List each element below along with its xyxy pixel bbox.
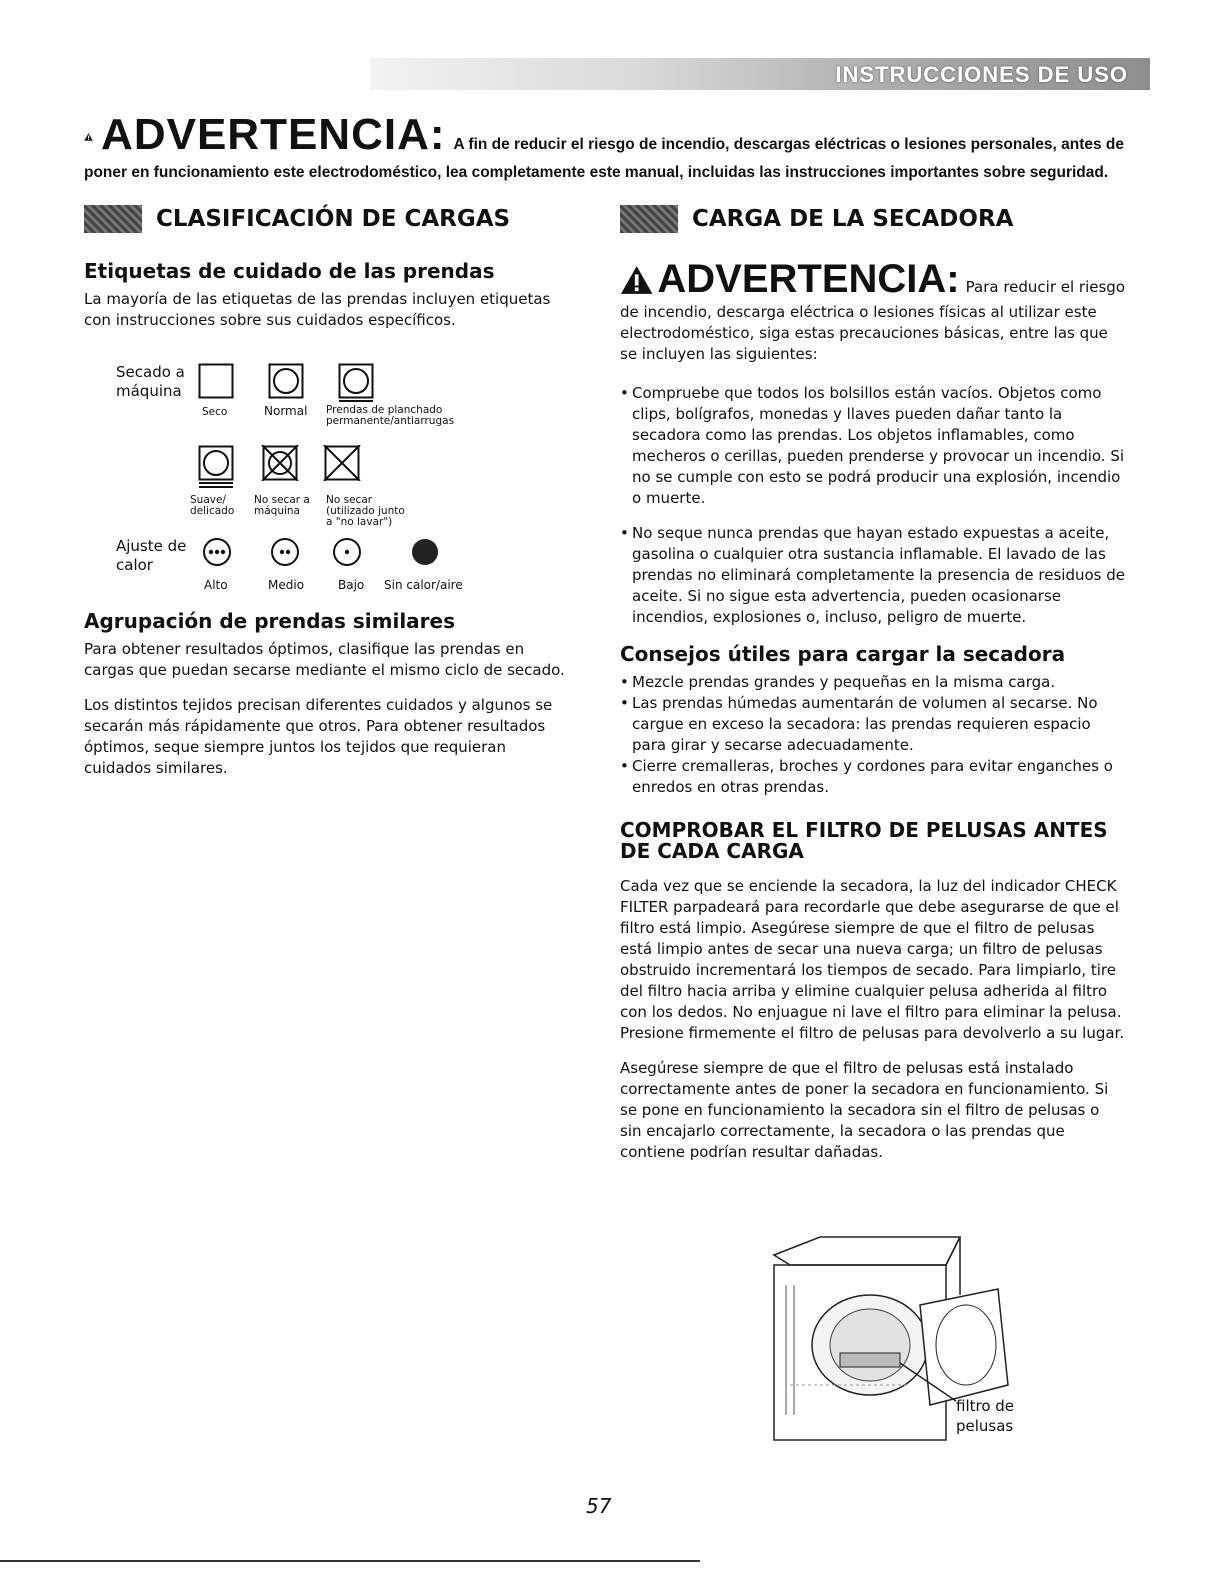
- section-title: CLASIFICACIÓN DE CARGAS: [156, 206, 511, 232]
- list-item: • Mezcle prendas grandes y pequeñas en la misma carga.: [620, 672, 1125, 693]
- section-title: CARGA DE LA SECADORA: [692, 206, 1014, 232]
- warning-word: ADVERTENCIA:: [657, 257, 960, 301]
- tips-title: Consejos útiles para cargar la secadora: [620, 642, 1066, 666]
- warning-rest-text: poner en funcionamiento este electrodoméstico, lea completamente este manual, incluidas las instrucciones importantes sobre seguridad.: [84, 164, 1109, 181]
- caption-bajo: Bajo: [338, 578, 365, 592]
- loading-warning: [620, 257, 1125, 302]
- caption-suave: Suave/ delicado: [190, 494, 235, 517]
- heat-low-icon: [332, 537, 362, 567]
- header-banner: [370, 58, 1150, 90]
- heat-setting-label: Ajuste de calor: [116, 537, 187, 574]
- no-heat-icon: [410, 537, 440, 567]
- grouping-paragraph-1: Para obtener resultados óptimos, clasifique las prendas en cargas que puedan secarse mediante el mismo ciclo de secado.: [84, 640, 565, 679]
- filter-title: COMPROBAR EL FILTRO DE PELUSAS ANTES DE CADA CARGA: [620, 818, 1108, 863]
- list-item: • Las prendas húmedas aumentarán de volumen al secarse. No cargue en exceso la secadora: las prendas requieren espacio para girar y secarse adecuadamente.: [620, 693, 1125, 756]
- do-not-dry-icon: [322, 445, 362, 481]
- heat-medium-icon: [270, 537, 300, 567]
- list-item: • Compruebe que todos los bolsillos están vacíos. Objetos como clips, bolígrafos, monedas y llaves pueden dañar tanto la secadora como las prendas. Los objetos inflamables, como mecheros o cerillas, pueden prenderse y provocar un incendio. Si no se cumple con esto se podrá producir una explosión, incendio o muerte.: [620, 383, 1125, 509]
- dry-permanent-press-icon: [338, 363, 374, 403]
- grouping-title: Agrupación de prendas similares: [84, 609, 456, 633]
- care-labels-title: Etiquetas de cuidado de las prendas: [84, 259, 495, 283]
- filter-paragraph-1: Cada vez que se enciende la secadora, la luz del indicador CHECK FILTER parpadeará para recordarle que debe asegurarse de que el filtro está limpio. Asegúrese siempre de que el filtro de pelusas está limpio antes de secar una nueva carga; un filtro de pelusas obstruido incrementará los tiempos de secado. Para limpiarlo, tire del filtro hacia arriba y elimine cualquier pelusa adherida al filtro con los dedos. No enjuague ni lave el filtro para eliminar la pelusa. Presione firmemente el filtro de pelusas para devolverlo a su lugar.: [620, 877, 1125, 1042]
- caption-seco: Seco: [202, 406, 228, 418]
- caption-permanente: Prendas de planchado permanente/antiarrugas: [326, 404, 455, 427]
- filter-callout-label: filtro de pelusas: [956, 1397, 1015, 1435]
- banner-title: INSTRUCCIONES DE USO: [835, 62, 1128, 87]
- top-warning: [84, 110, 1124, 182]
- warning-lead-text: A fin de reducir el riesgo de incendio, descargas eléctricas o lesiones personales, antes de: [453, 136, 1124, 153]
- caption-alto: Alto: [204, 578, 228, 592]
- dry-square-icon: [198, 363, 234, 399]
- dry-delicate-icon: [198, 445, 234, 489]
- warning-triangle-icon: [84, 121, 93, 153]
- care-labels-intro: La mayoría de las etiquetas de las prendas incluyen etiquetas con instrucciones sobre sus cuidados específicos.: [84, 290, 551, 329]
- page-number: 57: [586, 1494, 612, 1518]
- tips-list: [620, 672, 1125, 798]
- caption-normal: Normal: [264, 404, 308, 418]
- caption-no-secar: No secar (utilizado junto a "no lavar"): [326, 494, 405, 528]
- warning-word: ADVERTENCIA:: [101, 110, 446, 159]
- bottom-rule: [0, 1560, 700, 1562]
- warning-triangle-icon: [620, 264, 653, 296]
- heat-high-icon: [202, 537, 232, 567]
- list-item: • Cierre cremalleras, broches y cordones para evitar enganches o enredos en otras prendas.: [620, 756, 1125, 798]
- do-not-tumble-dry-icon: [260, 445, 300, 481]
- section-header-clasificacion: [84, 205, 574, 233]
- warning-lead-text: Para reducir el riesgo: [965, 278, 1125, 296]
- section-header-carga: [620, 205, 1125, 233]
- list-item: • No seque nunca prendas que hayan estado expuestas a aceite, gasolina o cualquier otra sustancia inflamable. El lavado de las prendas no eliminará completamente la presencia de residuos de aceite. Si no sigue esta advertencia, pueden ocasionarse incendios, explosiones o, incluso, peligro de muerte.: [620, 523, 1125, 628]
- caption-no-secar-maquina: No secar a máquina: [254, 494, 310, 517]
- machine-dry-label: Secado a máquina: [116, 363, 185, 400]
- loading-warning-text: de incendio, descarga eléctrica o lesiones físicas al utilizar este electrodoméstico, siga estas precauciones básicas, entre las que se incluyen las siguientes:: [620, 303, 1108, 363]
- caption-sin-calor: Sin calor/aire: [384, 578, 463, 592]
- caption-medio: Medio: [268, 578, 305, 592]
- section-marker: [620, 205, 678, 233]
- safety-bullets: [620, 383, 1125, 628]
- filter-paragraph-2: Asegúrese siempre de que el filtro de pelusas está instalado correctamente antes de poner la secadora en funcionamiento. Si se pone en funcionamiento la secadora sin el filtro de pelusas o sin encajarlo correctamente, la secadora o las prendas que contiene podrían resultar dañadas.: [620, 1059, 1109, 1161]
- dry-normal-icon: [268, 363, 304, 399]
- care-symbols: [84, 345, 574, 645]
- left-column: [84, 205, 574, 793]
- right-column: [620, 205, 1125, 1177]
- section-marker: [84, 205, 142, 233]
- grouping-paragraph-2: Los distintos tejidos precisan diferentes cuidados y algunos se secarán más rápidamente que otros. Para obtener resultados óptimos, seque siempre juntos los tejidos que requieran cuidados similares.: [84, 696, 553, 777]
